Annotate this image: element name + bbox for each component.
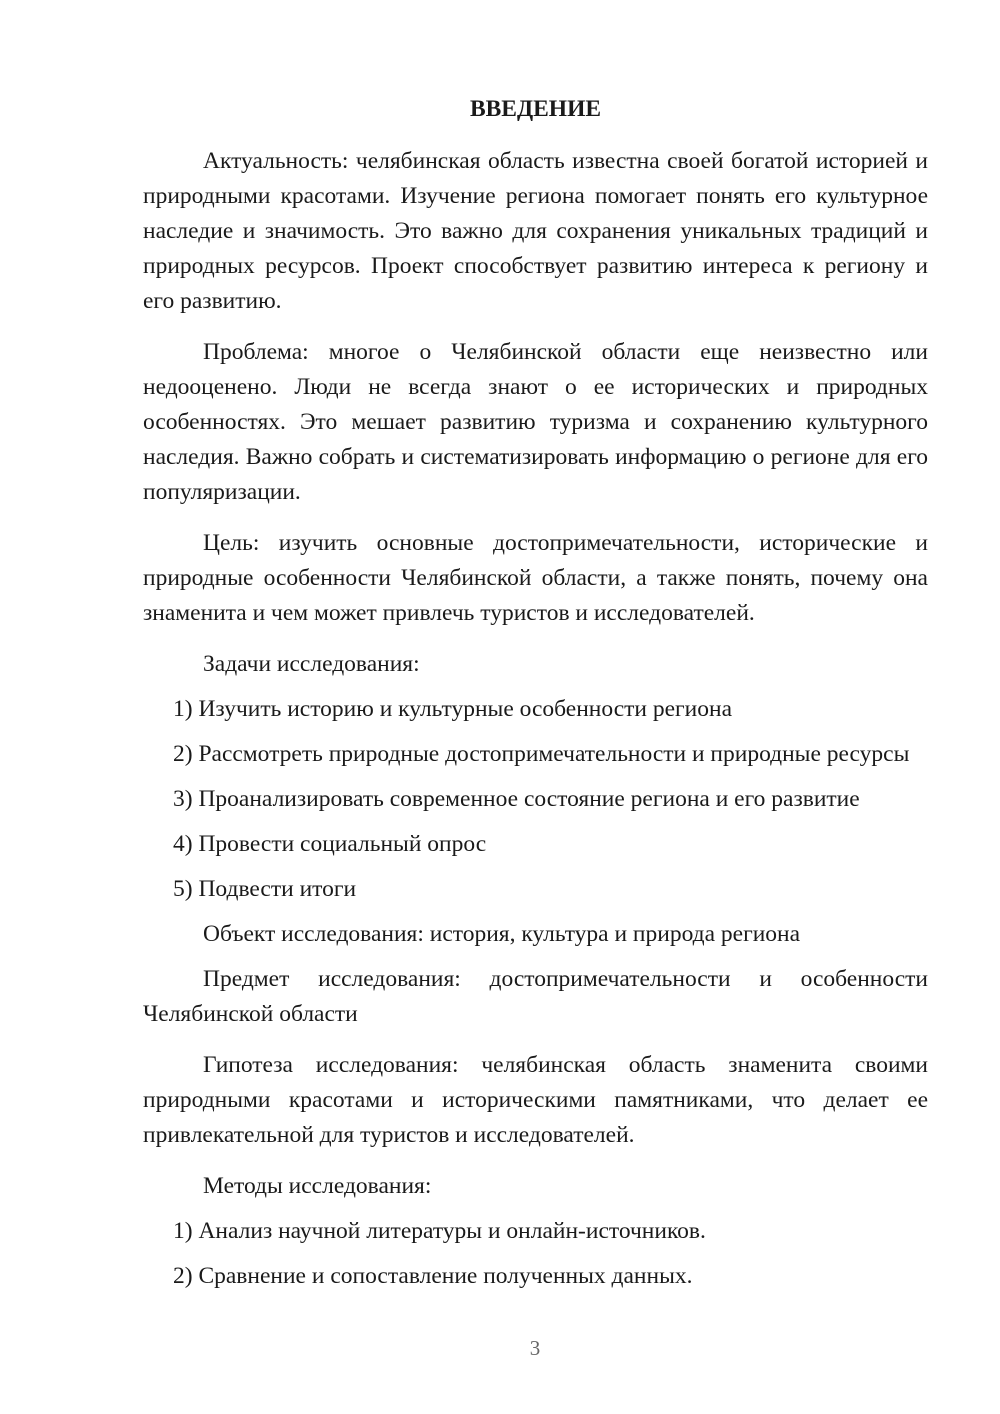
object-paragraph: Объект исследования: история, культура и природа региона [203,921,801,947]
problem-paragraph: Проблема: многое о Челябинской области еще неизвестно или недооценено. Люди не всегда знают о ее исторических и природных особенностях. Это мешает развитию туризма и сохранению культурного наследия. Важно собрать и систематизировать информацию о регионе для его популяризации. [143,339,928,505]
goal-paragraph: Цель: изучить основные достопримечательности, исторические и природные особенности Челябинской области, а также понять, почему она знаменита и чем может привлечь туристов и исследователей. [143,530,928,626]
task-item: 4) Провести социальный опрос [173,831,487,857]
task-item: 1) Изучить историю и культурные особенности региона [173,696,733,722]
hypothesis-paragraph: Гипотеза исследования: челябинская область знаменита своими природными красотами и историческими памятниками, что делает ее привлекательной для туристов и исследователей. [143,1052,928,1148]
task-item: 3) Проанализировать современное состояние региона и его развитие [173,786,860,812]
tasks-heading: Задачи исследования: [203,651,420,677]
page-title: ВВЕДЕНИЕ [469,96,602,122]
method-item: 1) Анализ научной литературы и онлайн-источников. [173,1218,706,1244]
page-number: 3 [529,1336,541,1360]
document-page [143,92,928,1304]
methods-heading: Методы исследования: [203,1173,432,1199]
task-item: 5) Подвести итоги [173,876,357,902]
relevance-paragraph: Актуальность: челябинская область известна своей богатой историей и природными красотами. Изучение региона помогает понять его культурное наследие и значимость. Это важно для сохранения уникальных традиций и природных ресурсов. Проект способствует развитию интереса к региону и его развитию. [143,148,928,314]
subject-paragraph: Предмет исследования: достопримечательности и особенности Челябинской области [143,966,928,1027]
task-item: 2) Рассмотреть природные достопримечательности и природные ресурсы [173,741,910,767]
method-item: 2) Сравнение и сопоставление полученных данных. [173,1263,693,1289]
